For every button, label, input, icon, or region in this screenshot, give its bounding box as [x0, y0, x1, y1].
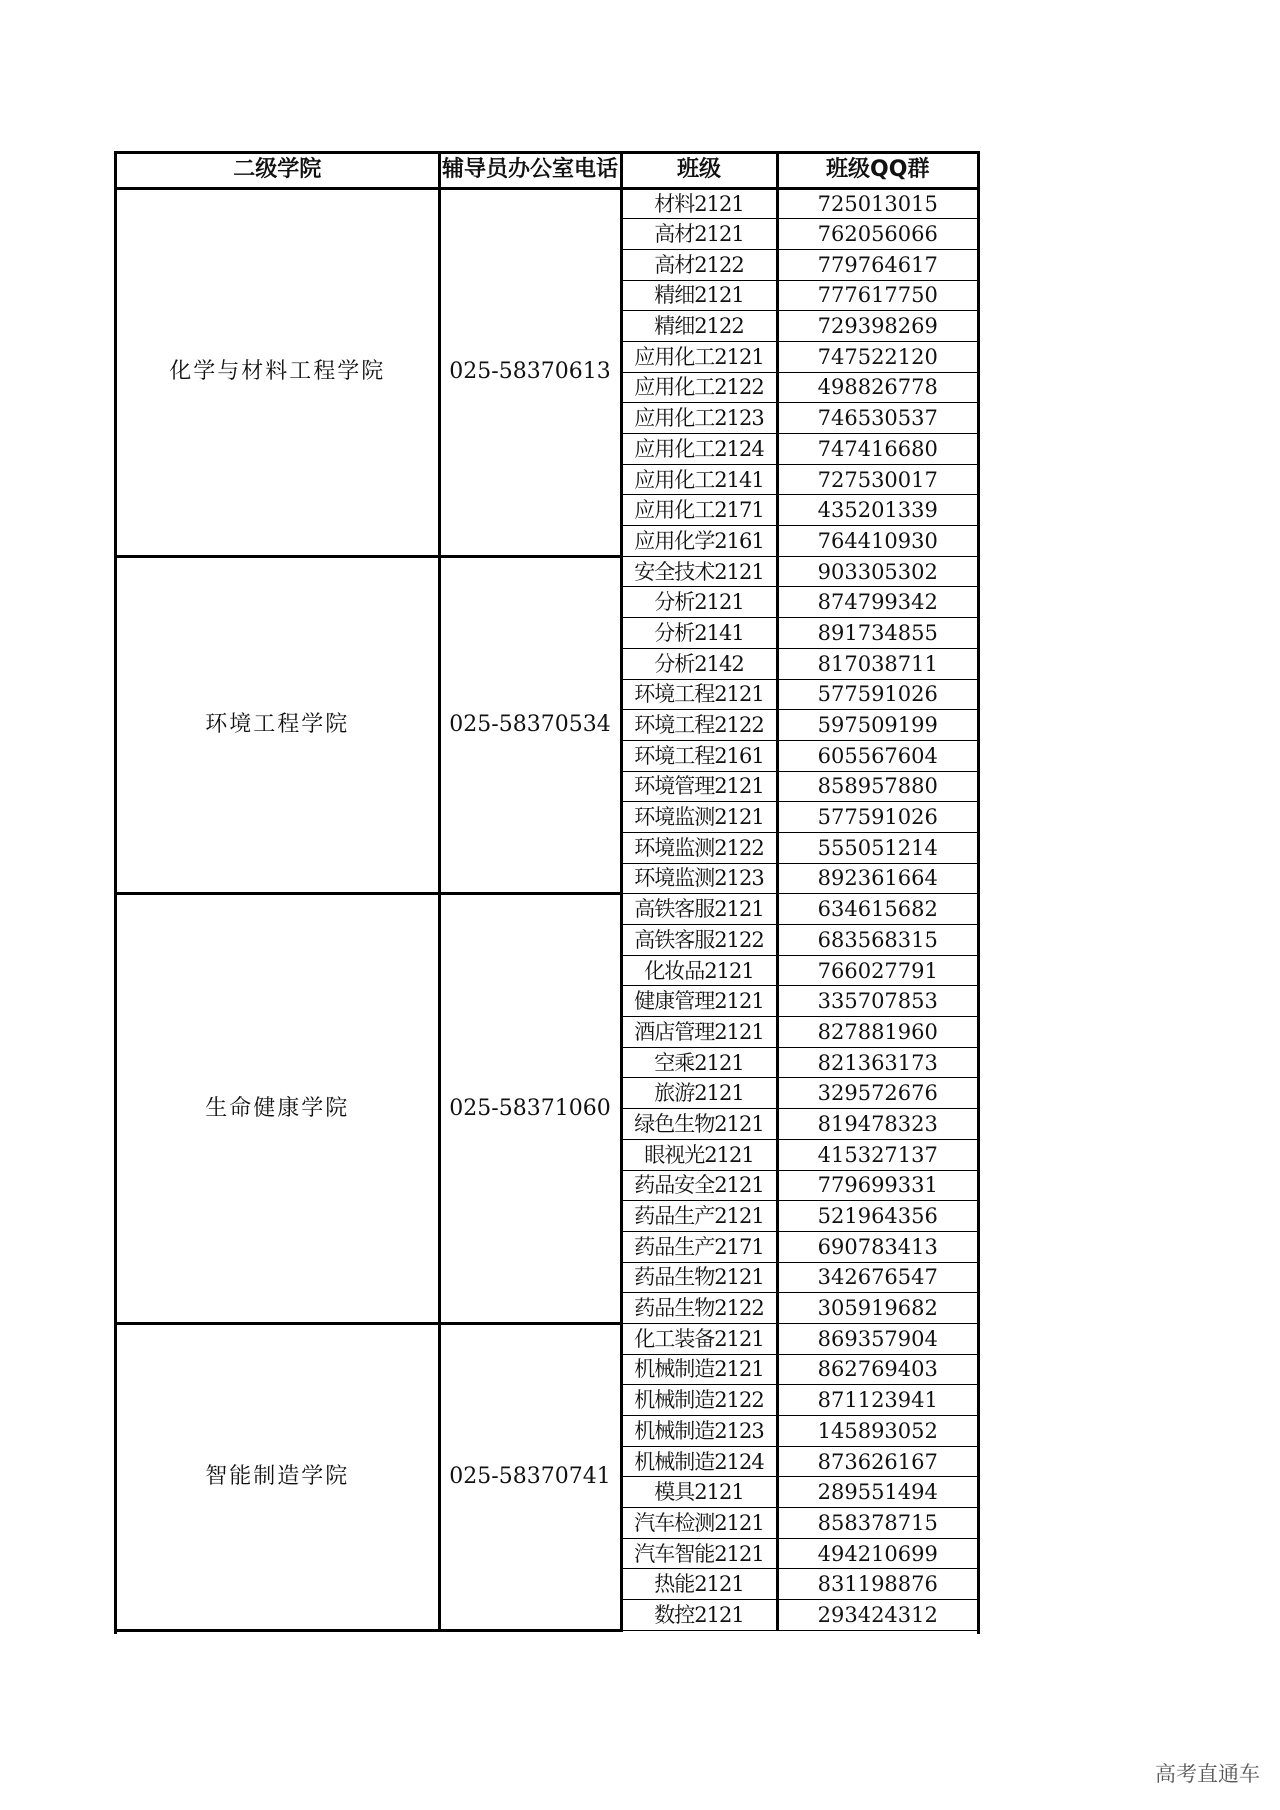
class-qq-table: [117, 154, 977, 1632]
office-phone-cell: 025-58370741: [439, 1323, 621, 1630]
qq-group-cell: 831198876: [777, 1569, 977, 1600]
qq-group-cell: 766027791: [777, 955, 977, 986]
class-name-cell: 应用化工2171: [621, 495, 777, 526]
class-name-cell: 数控2121: [621, 1600, 777, 1631]
header-qq: 班级QQ群: [777, 154, 977, 188]
class-name-cell: 眼视光2121: [621, 1139, 777, 1170]
table-header-row: [117, 154, 977, 188]
class-name-cell: 药品生物2122: [621, 1293, 777, 1324]
class-name-cell: 环境工程2122: [621, 710, 777, 741]
qq-group-cell: 891734855: [777, 618, 977, 649]
qq-group-cell: 747522120: [777, 341, 977, 372]
class-name-cell: 环境监测2121: [621, 802, 777, 833]
qq-group-cell: 862769403: [777, 1354, 977, 1385]
qq-group-cell: 435201339: [777, 495, 977, 526]
class-name-cell: 健康管理2121: [621, 986, 777, 1017]
table-row: [117, 556, 977, 587]
class-name-cell: 热能2121: [621, 1569, 777, 1600]
qq-group-cell: 764410930: [777, 526, 977, 557]
class-name-cell: 高材2122: [621, 249, 777, 280]
class-name-cell: 应用化学2161: [621, 526, 777, 557]
header-college: 二级学院: [117, 154, 439, 188]
class-name-cell: 环境监测2122: [621, 832, 777, 863]
qq-group-cell: 873626167: [777, 1446, 977, 1477]
qq-group-cell: 827881960: [777, 1017, 977, 1048]
qq-group-cell: 577591026: [777, 679, 977, 710]
table-row: [117, 1323, 977, 1354]
qq-group-cell: 727530017: [777, 464, 977, 495]
college-name-cell: 生命健康学院: [117, 894, 439, 1324]
college-name-cell: 环境工程学院: [117, 556, 439, 894]
class-name-cell: 应用化工2123: [621, 403, 777, 434]
qq-group-cell: 725013015: [777, 188, 977, 219]
class-name-cell: 机械制造2121: [621, 1354, 777, 1385]
class-name-cell: 精细2122: [621, 311, 777, 342]
qq-group-cell: 305919682: [777, 1293, 977, 1324]
class-name-cell: 精细2121: [621, 280, 777, 311]
class-name-cell: 药品生产2121: [621, 1201, 777, 1232]
qq-group-cell: 729398269: [777, 311, 977, 342]
qq-group-cell: 289551494: [777, 1477, 977, 1508]
table-row: [117, 894, 977, 925]
qq-group-cell: 342676547: [777, 1262, 977, 1293]
class-name-cell: 应用化工2121: [621, 341, 777, 372]
table-body: [117, 188, 977, 1630]
class-name-cell: 旅游2121: [621, 1078, 777, 1109]
office-phone-cell: 025-58370613: [439, 188, 621, 556]
qq-group-cell: 145893052: [777, 1416, 977, 1447]
qq-group-cell: 779699331: [777, 1170, 977, 1201]
qq-group-cell: 858957880: [777, 771, 977, 802]
office-phone-cell: 025-58370534: [439, 556, 621, 894]
qq-group-cell: 746530537: [777, 403, 977, 434]
qq-group-cell: 690783413: [777, 1231, 977, 1262]
class-name-cell: 环境监测2123: [621, 863, 777, 894]
class-name-cell: 药品生产2171: [621, 1231, 777, 1262]
class-name-cell: 药品生物2121: [621, 1262, 777, 1293]
class-name-cell: 高铁客服2121: [621, 894, 777, 925]
class-name-cell: 机械制造2124: [621, 1446, 777, 1477]
qq-group-cell: 597509199: [777, 710, 977, 741]
qq-group-cell: 415327137: [777, 1139, 977, 1170]
class-name-cell: 化工装备2121: [621, 1323, 777, 1354]
class-name-cell: 应用化工2122: [621, 372, 777, 403]
class-name-cell: 模具2121: [621, 1477, 777, 1508]
qq-group-cell: 605567604: [777, 740, 977, 771]
class-name-cell: 酒店管理2121: [621, 1017, 777, 1048]
office-phone-cell: 025-58371060: [439, 894, 621, 1324]
college-name-cell: 智能制造学院: [117, 1323, 439, 1630]
class-name-cell: 分析2141: [621, 618, 777, 649]
qq-group-cell: 521964356: [777, 1201, 977, 1232]
qq-group-cell: 335707853: [777, 986, 977, 1017]
qq-group-cell: 683568315: [777, 925, 977, 956]
class-name-cell: 环境工程2161: [621, 740, 777, 771]
qq-group-cell: 293424312: [777, 1600, 977, 1631]
qq-group-cell: 634615682: [777, 894, 977, 925]
header-phone: 辅导员办公室电话: [439, 154, 621, 188]
qq-group-cell: 329572676: [777, 1078, 977, 1109]
class-name-cell: 绿色生物2121: [621, 1109, 777, 1140]
class-name-cell: 分析2121: [621, 587, 777, 618]
qq-group-cell: 871123941: [777, 1385, 977, 1416]
class-name-cell: 机械制造2122: [621, 1385, 777, 1416]
watermark: 高考直通车: [1155, 1762, 1260, 1786]
class-qq-table-sheet: [114, 151, 980, 1634]
qq-group-cell: 821363173: [777, 1047, 977, 1078]
qq-group-cell: 858378715: [777, 1508, 977, 1539]
qq-group-cell: 555051214: [777, 832, 977, 863]
class-name-cell: 汽车检测2121: [621, 1508, 777, 1539]
qq-group-cell: 817038711: [777, 648, 977, 679]
class-name-cell: 环境工程2121: [621, 679, 777, 710]
class-name-cell: 应用化工2141: [621, 464, 777, 495]
qq-group-cell: 498826778: [777, 372, 977, 403]
class-name-cell: 汽车智能2121: [621, 1538, 777, 1569]
class-name-cell: 药品安全2121: [621, 1170, 777, 1201]
class-name-cell: 化妆品2121: [621, 955, 777, 986]
class-name-cell: 机械制造2123: [621, 1416, 777, 1447]
class-name-cell: 应用化工2124: [621, 434, 777, 465]
qq-group-cell: 903305302: [777, 556, 977, 587]
qq-group-cell: 762056066: [777, 219, 977, 250]
table-row: [117, 188, 977, 219]
qq-group-cell: 869357904: [777, 1323, 977, 1354]
class-name-cell: 分析2142: [621, 648, 777, 679]
class-name-cell: 高铁客服2122: [621, 925, 777, 956]
qq-group-cell: 494210699: [777, 1538, 977, 1569]
header-class: 班级: [621, 154, 777, 188]
class-name-cell: 高材2121: [621, 219, 777, 250]
class-name-cell: 环境管理2121: [621, 771, 777, 802]
qq-group-cell: 747416680: [777, 434, 977, 465]
qq-group-cell: 819478323: [777, 1109, 977, 1140]
college-name-cell: 化学与材料工程学院: [117, 188, 439, 556]
qq-group-cell: 577591026: [777, 802, 977, 833]
qq-group-cell: 779764617: [777, 249, 977, 280]
qq-group-cell: 892361664: [777, 863, 977, 894]
qq-group-cell: 777617750: [777, 280, 977, 311]
class-name-cell: 材料2121: [621, 188, 777, 219]
class-name-cell: 安全技术2121: [621, 556, 777, 587]
qq-group-cell: 874799342: [777, 587, 977, 618]
class-name-cell: 空乘2121: [621, 1047, 777, 1078]
